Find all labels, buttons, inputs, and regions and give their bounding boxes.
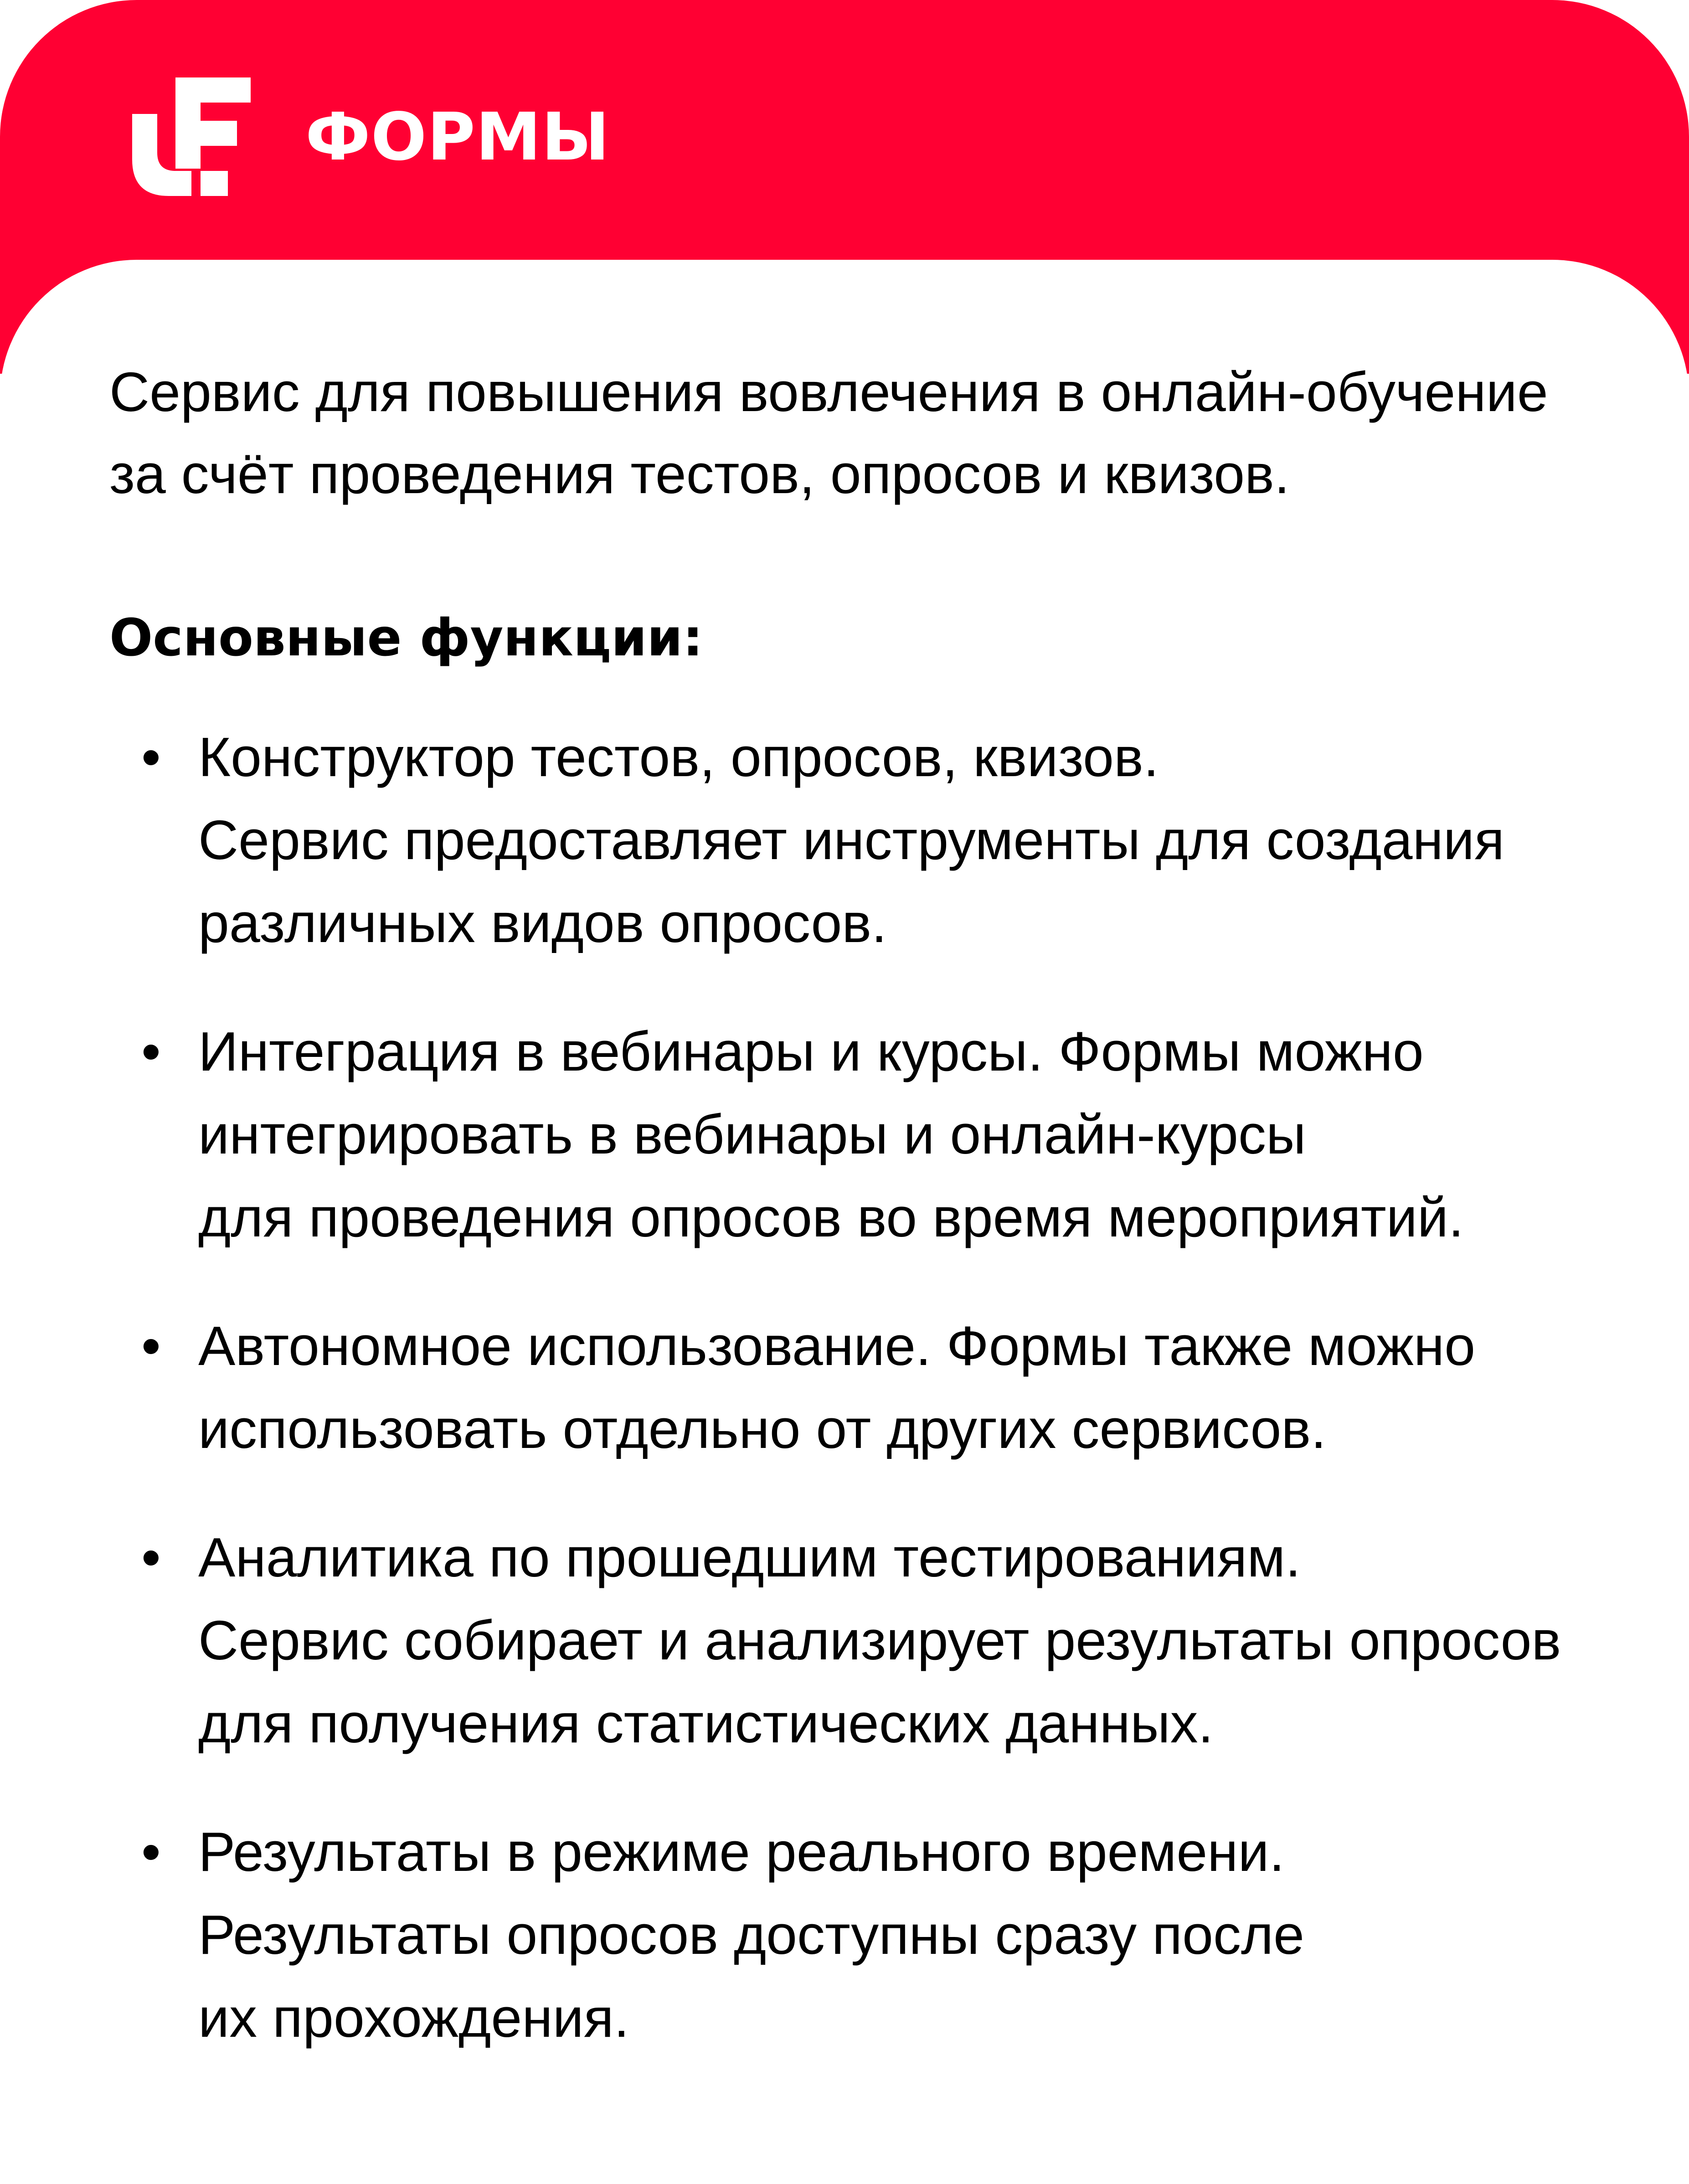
- feature-item: [109, 1304, 1613, 1470]
- feature-item: [109, 716, 1613, 964]
- feature-line: Аналитика по прошедшим тестированиям.: [198, 1526, 1301, 1588]
- feature-item: [109, 1810, 1613, 2059]
- feature-line: Сервис предоставляет инструменты для создания: [198, 809, 1505, 871]
- feature-line: для проведения опросов во время мероприятий.: [198, 1186, 1464, 1248]
- bullet: •: [141, 1315, 161, 1377]
- feature-line: их прохождения.: [198, 1987, 629, 2049]
- bullet: •: [141, 1821, 161, 1883]
- bullet: •: [141, 726, 161, 788]
- feature-line: Сервис собирает и анализирует результаты опросов: [198, 1609, 1561, 1671]
- features-list: [109, 716, 1613, 2105]
- bullet: •: [141, 1020, 161, 1082]
- feature-line: для получения статистических данных.: [198, 1692, 1214, 1754]
- feature-line: Автономное использование. Формы также можно: [198, 1315, 1476, 1377]
- feature-line: использовать отдельно от других сервисов.: [198, 1398, 1327, 1460]
- intro-line: за счёт проведения тестов, опросов и квизов.: [109, 443, 1290, 505]
- feature-line: Результаты в режиме реального времени.: [198, 1821, 1285, 1883]
- feature-line: интегрировать в вебинары и онлайн-курсы: [198, 1103, 1306, 1165]
- feature-line: Конструктор тестов, опросов, квизов.: [198, 726, 1159, 788]
- intro-line: Сервис для повышения вовлечения в онлайн-обучение: [109, 361, 1548, 423]
- intro-text: [109, 351, 1613, 515]
- section-heading: Основные функции:: [109, 608, 703, 668]
- bullet: •: [141, 1526, 161, 1588]
- feature-item: [109, 1516, 1613, 1765]
- page-title: ФОРМЫ: [305, 98, 610, 175]
- feature-line: Результаты опросов доступны сразу после: [198, 1904, 1305, 1966]
- feature-line: различных видов опросов.: [198, 892, 887, 954]
- feature-line: Интеграция в вебинары и курсы. Формы можно: [198, 1020, 1424, 1082]
- feature-item: [109, 1010, 1613, 1259]
- forms-logo-icon: [132, 77, 251, 196]
